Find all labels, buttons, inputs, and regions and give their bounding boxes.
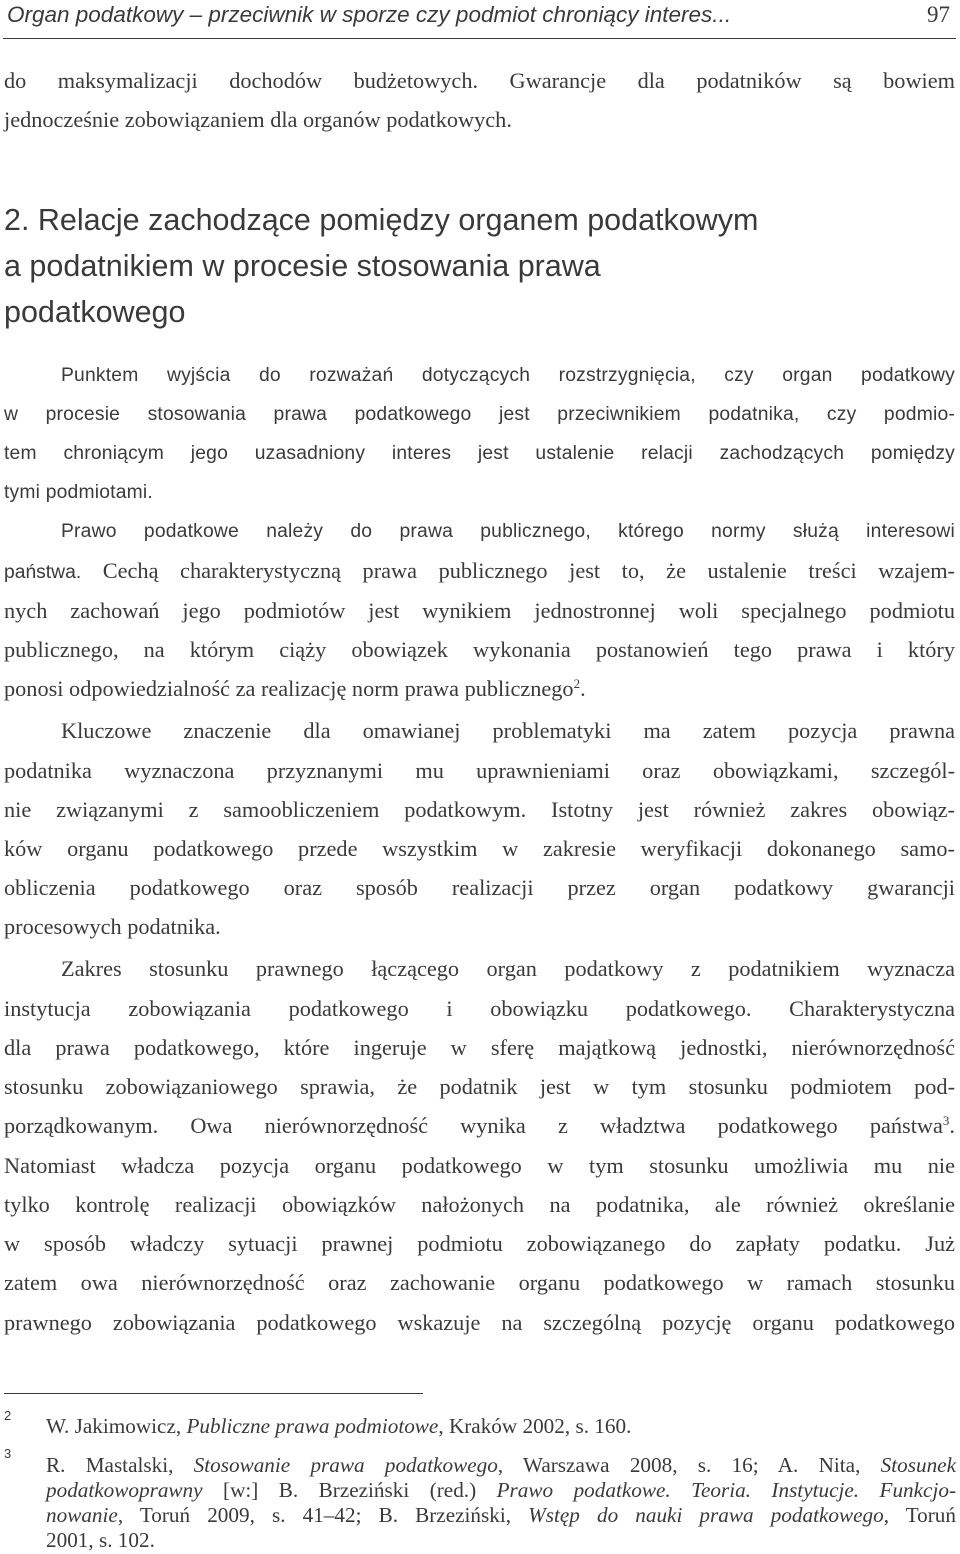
text-fragment: . [580, 676, 586, 701]
text-line: Prawo podatkowe należy do prawa publicznego, którego normy służą interesowi [61, 521, 955, 542]
text-fragment: , Kraków 2002, s. 160. [438, 1414, 632, 1438]
text-line [4, 556, 955, 588]
footnote-number: 2 [4, 1408, 12, 1423]
text-line: nie związanymi z samoobliczeniem podatkowym. Istotny jest również zakres obowiąz- [4, 797, 955, 822]
page-number: 97 [927, 2, 950, 27]
text-fragment: porządkowanym. Owa nierównorzędność wynika z władztwa podatkowego państwa [4, 1113, 943, 1138]
text-fragment: Stosunek [880, 1453, 956, 1477]
footnote-text [46, 1503, 956, 1528]
text-line: publicznego, na którym ciąży obowiązek wykonania postanowień tego prawa i który [4, 637, 955, 662]
running-title: Organ podatkowy – przeciwnik w sporze czy podmiot chroniący interes... [7, 2, 732, 27]
section-heading-line: 2. Relacje zachodzące pomiędzy organem podatkowym [4, 203, 759, 237]
text-line: podatnika wyznaczona przyznanymi mu uprawnieniami oraz obowiązkami, szczegól- [4, 758, 955, 783]
text-line: Zakres stosunku prawnego łączącego organ podatkowy z podatnikiem wyznacza [61, 956, 955, 981]
text-line: Punktem wyjścia do rozważań dotyczących rozstrzygnięcia, czy organ podatkowy [61, 365, 955, 386]
text-fragment: [w:] B. Brzeziński (red.) [202, 1478, 497, 1502]
text-line: stosunku zobowiązaniowego sprawia, że podatnik jest w tym stosunku podmiotem pod- [4, 1074, 955, 1099]
text-fragment: Cechą charakterystyczną prawa publicznego jest to, że ustalenie treści wzajem- [81, 558, 955, 583]
text-line: do maksymalizacji dochodów budżetowych. Gwarancje dla podatników są bowiem [4, 68, 955, 93]
footnote-ref[interactable]: 2 [573, 676, 581, 691]
text-line: w procesie stosowania prawa podatkowego jest przeciwnikiem podatnika, czy podmio- [4, 404, 955, 425]
text-line: procesowych podatnika. [4, 914, 221, 939]
footnote-text [46, 1414, 956, 1439]
text-line: nych zachowań jego podmiotów jest wynikiem jednostronnej woli specjalnego podmiotu [4, 598, 955, 623]
text-fragment: podatkowoprawny [46, 1478, 203, 1502]
text-fragment: , Toruń 2009, s. 41–42; B. Brzeziński, [117, 1503, 529, 1527]
text-line: zatem owa nierównorzędność oraz zachowanie organu podatkowego w ramach stosunku [4, 1270, 955, 1295]
footnote-separator [4, 1393, 423, 1394]
footnote-text [46, 1478, 956, 1503]
text-fragment: ponosi odpowiedzialność za realizację norm prawa publicznego [4, 676, 574, 701]
section-heading-line: podatkowego [4, 295, 186, 329]
text-line: obliczenia podatkowego oraz sposób realizacji przez organ podatkowy gwarancji [4, 875, 955, 900]
text-fragment: Stosowanie prawa podatkowego [193, 1453, 498, 1477]
text-fragment: Prawo podatkowe. Teoria. Instytucje. Funkcjo- [496, 1478, 956, 1502]
text-line: dla prawa podatkowego, które ingeruje w sferę majątkową jednostki, nierównorzędność [4, 1035, 955, 1060]
text-line: tylko kontrolę realizacji obowiązków nałożonych na podatnika, ale również określanie [4, 1192, 955, 1217]
text-fragment: , Toruń [883, 1503, 956, 1527]
text-fragment: W. Jakimowicz, [46, 1414, 187, 1438]
text-fragment: państwa. [4, 562, 82, 583]
text-fragment: nowanie [46, 1503, 118, 1527]
text-line: w sposób władczy sytuacji prawnej podmiotu zobowiązanego do zapłaty podatku. Już [4, 1231, 955, 1256]
text-line: tem chroniącym jego uzasadniony interes jest ustalenie relacji zachodzących pomiędzy [4, 443, 955, 464]
footnote-number: 3 [4, 1446, 12, 1461]
footnote-text: 2001, s. 102. [46, 1528, 155, 1552]
text-line: Kluczowe znaczenie dla omawianej problematyki ma zatem pozycja prawna [61, 718, 955, 743]
text-line: instytucja zobowiązania podatkowego i obowiązku podatkowego. Charakterystyczna [4, 996, 955, 1021]
text-line: jednocześnie zobowiązaniem dla organów podatkowych. [4, 107, 512, 132]
footnote-text [46, 1453, 956, 1478]
text-line: Natomiast władcza pozycja organu podatkowego w tym stosunku umożliwia mu nie [4, 1153, 955, 1178]
page-header [3, 0, 956, 39]
footnote-ref[interactable]: 3 [942, 1113, 950, 1128]
text-line: ków organu podatkowego przede wszystkim w zakresie weryfikacji dokonanego samo- [4, 836, 955, 861]
text-line: tymi podmiotami. [4, 482, 153, 503]
text-fragment: . [949, 1113, 955, 1138]
text-fragment: , Warszawa 2008, s. 16; A. Nita, [497, 1453, 881, 1477]
text-fragment: Publiczne prawa podmiotowe [186, 1414, 439, 1438]
text-fragment: R. Mastalski, [46, 1453, 194, 1477]
text-line [4, 1111, 955, 1141]
text-line [4, 674, 955, 704]
text-fragment: Wstęp do nauki prawa podatkowego [528, 1503, 884, 1527]
section-heading-line: a podatnikiem w procesie stosowania prawa [4, 249, 601, 283]
text-line: prawnego zobowiązania podatkowego wskazuje na szczególną pozycję organu podatkowego [4, 1310, 955, 1335]
